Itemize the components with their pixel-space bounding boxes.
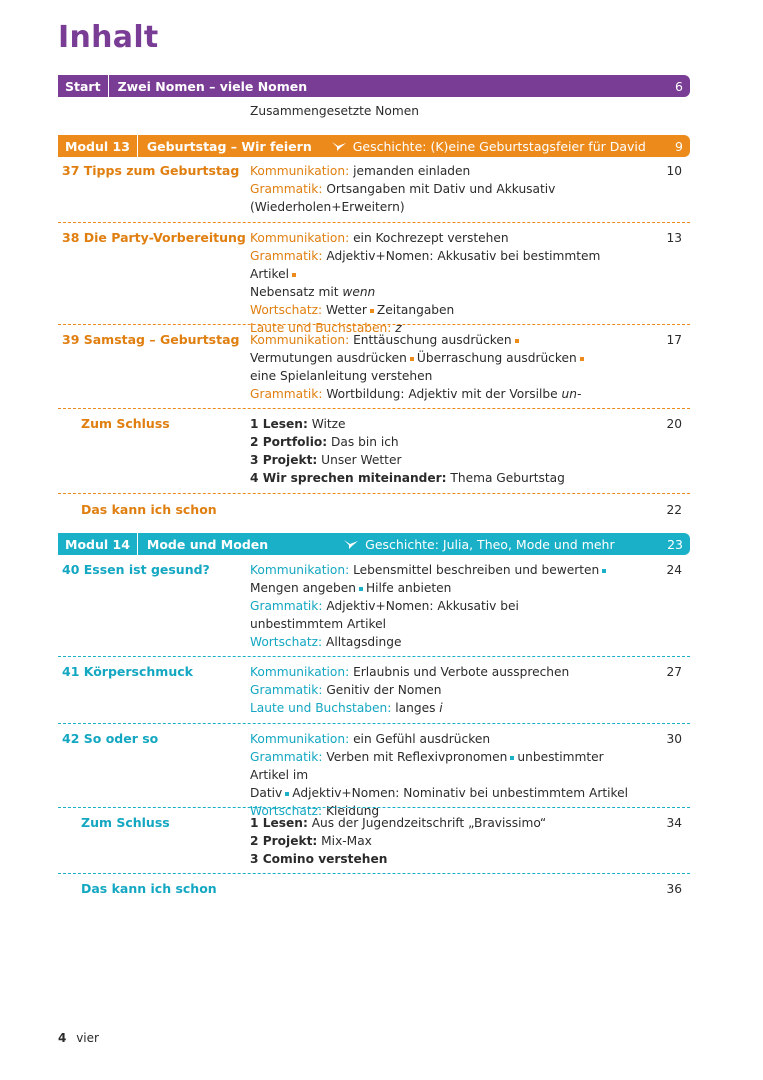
gram-text-4: Adjektiv+Nomen: Nominativ bei unbestimmtem Artikel	[292, 786, 629, 800]
item-label: 1 Lesen:	[250, 417, 308, 431]
lesson-38-page: 13	[666, 231, 682, 245]
zum-schluss-13-title: Zum Schluss	[81, 416, 170, 431]
laute-text: langes	[395, 701, 440, 715]
wort-label: Wortschatz:	[250, 303, 323, 317]
gram-label: Grammatik:	[250, 387, 323, 401]
komm-text-3: Hilfe anbieten	[365, 581, 452, 595]
lesson-37-title: 37 Tipps zum Geburtstag	[62, 163, 240, 178]
divider	[58, 656, 690, 657]
wort-text-2: Zeitangaben	[376, 303, 455, 317]
gram-text-2: (Wiederholen+Erweitern)	[250, 200, 405, 214]
module-14-bar	[58, 533, 690, 555]
gram-text: Wortbildung: Adjektiv mit der Vorsilbe	[326, 387, 562, 401]
lesson-42-row	[58, 730, 690, 818]
komm-text: Erlaubnis und Verbote aussprechen	[353, 665, 570, 679]
zum-schluss-14-content	[250, 814, 638, 868]
start-page: 6	[675, 78, 683, 94]
module-14-story-text: Geschichte: Julia, Theo, Mode und mehr	[365, 536, 615, 552]
start-bar	[58, 75, 690, 97]
lesson-37-page: 10	[666, 164, 682, 178]
lesson-38-content	[250, 229, 638, 337]
bullet	[285, 792, 289, 796]
lesson-41-content	[250, 663, 638, 717]
gram-label: Grammatik:	[250, 683, 323, 697]
module-13-story	[331, 139, 646, 154]
item-label: 3 Projekt:	[250, 453, 318, 467]
komm-text: Enttäuschung ausdrücken	[353, 333, 512, 347]
item-label: 4 Wir sprechen miteinander:	[250, 471, 447, 485]
divider	[58, 222, 690, 223]
wort-text: Wetter	[325, 303, 367, 317]
gram-text: Ortsangaben mit Dativ und Akkusativ	[326, 182, 556, 196]
komm-label: Kommunikation:	[250, 164, 350, 178]
item-text: Aus der Jugendzeitschrift „Bravissimo“	[307, 816, 547, 830]
wort-text: Kleidung	[325, 804, 380, 818]
lesson-37-row	[58, 162, 690, 216]
gram-label: Grammatik:	[250, 249, 323, 263]
lesson-41-row	[58, 663, 690, 717]
item-text: Mix-Max	[317, 834, 372, 848]
module-13-tag: Modul 13	[58, 135, 138, 157]
komm-text: jemanden einladen	[353, 164, 471, 178]
bird-icon	[343, 538, 359, 550]
divider	[58, 493, 690, 494]
start-subtitle: Zusammengesetzte Nomen	[250, 104, 419, 118]
bullet	[410, 357, 414, 361]
module-13-title: Geburtstag – Wir feiern	[146, 138, 312, 154]
wort-label: Wortschatz:	[250, 635, 323, 649]
lesson-40-row	[58, 561, 690, 651]
zum-schluss-13-row	[58, 415, 690, 487]
gram-text: Verben mit Reflexivpronomen	[326, 750, 508, 764]
lesson-39-content	[250, 331, 638, 403]
gram-label: Grammatik:	[250, 182, 323, 196]
lesson-41-page: 27	[666, 665, 682, 679]
lesson-40-content	[250, 561, 638, 651]
module-14-page: 23	[667, 536, 683, 552]
komm-text-3: Überraschung ausdrücken	[416, 351, 577, 365]
wort-label: Wortschatz:	[250, 804, 323, 818]
lesson-41-title: 41 Körperschmuck	[62, 664, 193, 679]
komm-label: Kommunikation:	[250, 333, 350, 347]
bullet	[370, 309, 374, 313]
zum-schluss-14-title: Zum Schluss	[81, 815, 170, 830]
gram-text-3: Dativ	[250, 786, 283, 800]
gram-label: Grammatik:	[250, 750, 323, 764]
bullet	[359, 587, 363, 591]
page-title: Inhalt	[58, 20, 159, 55]
komm-text-2: Vermutungen ausdrücken	[250, 351, 407, 365]
lesson-37-content	[250, 162, 638, 216]
module-13-page: 9	[675, 138, 683, 154]
bullet	[515, 339, 519, 343]
komm-text-4: eine Spielanleitung verstehen	[250, 369, 433, 383]
item-text: Thema Geburtstag	[446, 471, 565, 485]
komm-label: Kommunikation:	[250, 732, 350, 746]
lesson-38-row	[58, 229, 690, 335]
footer-page-number: 4	[58, 1031, 67, 1045]
page-footer	[58, 1031, 99, 1045]
gram-text-2: unbestimmtem Artikel	[250, 617, 386, 631]
komm-label: Kommunikation:	[250, 563, 350, 577]
footer-page-word: vier	[76, 1031, 99, 1045]
komm-text: Lebensmittel beschreiben und bewerten	[353, 563, 600, 577]
das-kann-14-row	[58, 880, 690, 898]
gram-text-italic: wenn	[342, 285, 376, 299]
gram-text-2: unbestimmter Artikel im	[250, 750, 604, 782]
zum-schluss-13-content	[250, 415, 638, 487]
divider	[58, 873, 690, 874]
item-label: 3 Comino verstehen	[250, 852, 388, 866]
item-text: Das bin ich	[327, 435, 399, 449]
module-13-bar	[58, 135, 690, 157]
lesson-42-title: 42 So oder so	[62, 731, 159, 746]
komm-text-2: Mengen angeben	[250, 581, 356, 595]
bullet	[292, 273, 296, 277]
zum-schluss-14-page: 34	[666, 816, 682, 830]
das-kann-13-row	[58, 501, 690, 519]
divider	[58, 807, 690, 808]
komm-label: Kommunikation:	[250, 231, 350, 245]
bird-icon	[331, 140, 347, 152]
das-kann-13-title: Das kann ich schon	[81, 502, 217, 517]
gram-text: Genitiv der Nomen	[326, 683, 442, 697]
laute-text: z	[395, 321, 402, 335]
lesson-39-title: 39 Samstag – Geburtstag	[62, 332, 240, 347]
lesson-42-page: 30	[666, 732, 682, 746]
komm-text: ein Kochrezept verstehen	[353, 231, 509, 245]
bullet	[580, 357, 584, 361]
item-label: 2 Portfolio:	[250, 435, 328, 449]
laute-label: Laute und Buchstaben:	[250, 321, 392, 335]
gram-text-italic: un-	[561, 387, 582, 401]
das-kann-13-page: 22	[666, 503, 682, 517]
module-13-story-text: Geschichte: (K)eine Geburtstagsfeier für David	[352, 138, 646, 154]
laute-label: Laute und Buchstaben:	[250, 701, 392, 715]
gram-label: Grammatik:	[250, 599, 323, 613]
gram-text: Adjektiv+Nomen: Akkusativ bei bestimmtem Artikel	[250, 249, 601, 281]
item-label: 1 Lesen:	[250, 816, 308, 830]
gram-text-2: Nebensatz mit	[250, 285, 343, 299]
start-tag: Start	[58, 75, 109, 97]
laute-text-italic: i	[439, 701, 443, 715]
komm-text: ein Gefühl ausdrücken	[353, 732, 491, 746]
bullet	[510, 756, 514, 760]
komm-label: Kommunikation:	[250, 665, 350, 679]
start-title: Zwei Nomen – viele Nomen	[117, 78, 308, 94]
divider	[58, 723, 690, 724]
lesson-40-title: 40 Essen ist gesund?	[62, 562, 210, 577]
divider	[58, 324, 690, 325]
module-14-tag: Modul 14	[58, 533, 138, 555]
zum-schluss-14-row	[58, 814, 690, 868]
item-label: 2 Projekt:	[250, 834, 318, 848]
zum-schluss-13-page: 20	[666, 417, 682, 431]
gram-text: Adjektiv+Nomen: Akkusativ bei	[326, 599, 519, 613]
module-14-title: Mode und Moden	[146, 536, 269, 552]
wort-text: Alltagsdinge	[325, 635, 402, 649]
lesson-40-page: 24	[666, 563, 682, 577]
item-text: Witze	[307, 417, 346, 431]
das-kann-14-page: 36	[666, 882, 682, 896]
lesson-39-page: 17	[666, 333, 682, 347]
item-text: Unser Wetter	[317, 453, 402, 467]
module-14-story	[343, 537, 614, 552]
lesson-39-row	[58, 331, 690, 403]
lesson-38-title: 38 Die Party-Vorbereitung	[62, 230, 246, 245]
das-kann-14-title: Das kann ich schon	[81, 881, 217, 896]
divider	[58, 408, 690, 409]
bullet	[602, 569, 606, 573]
